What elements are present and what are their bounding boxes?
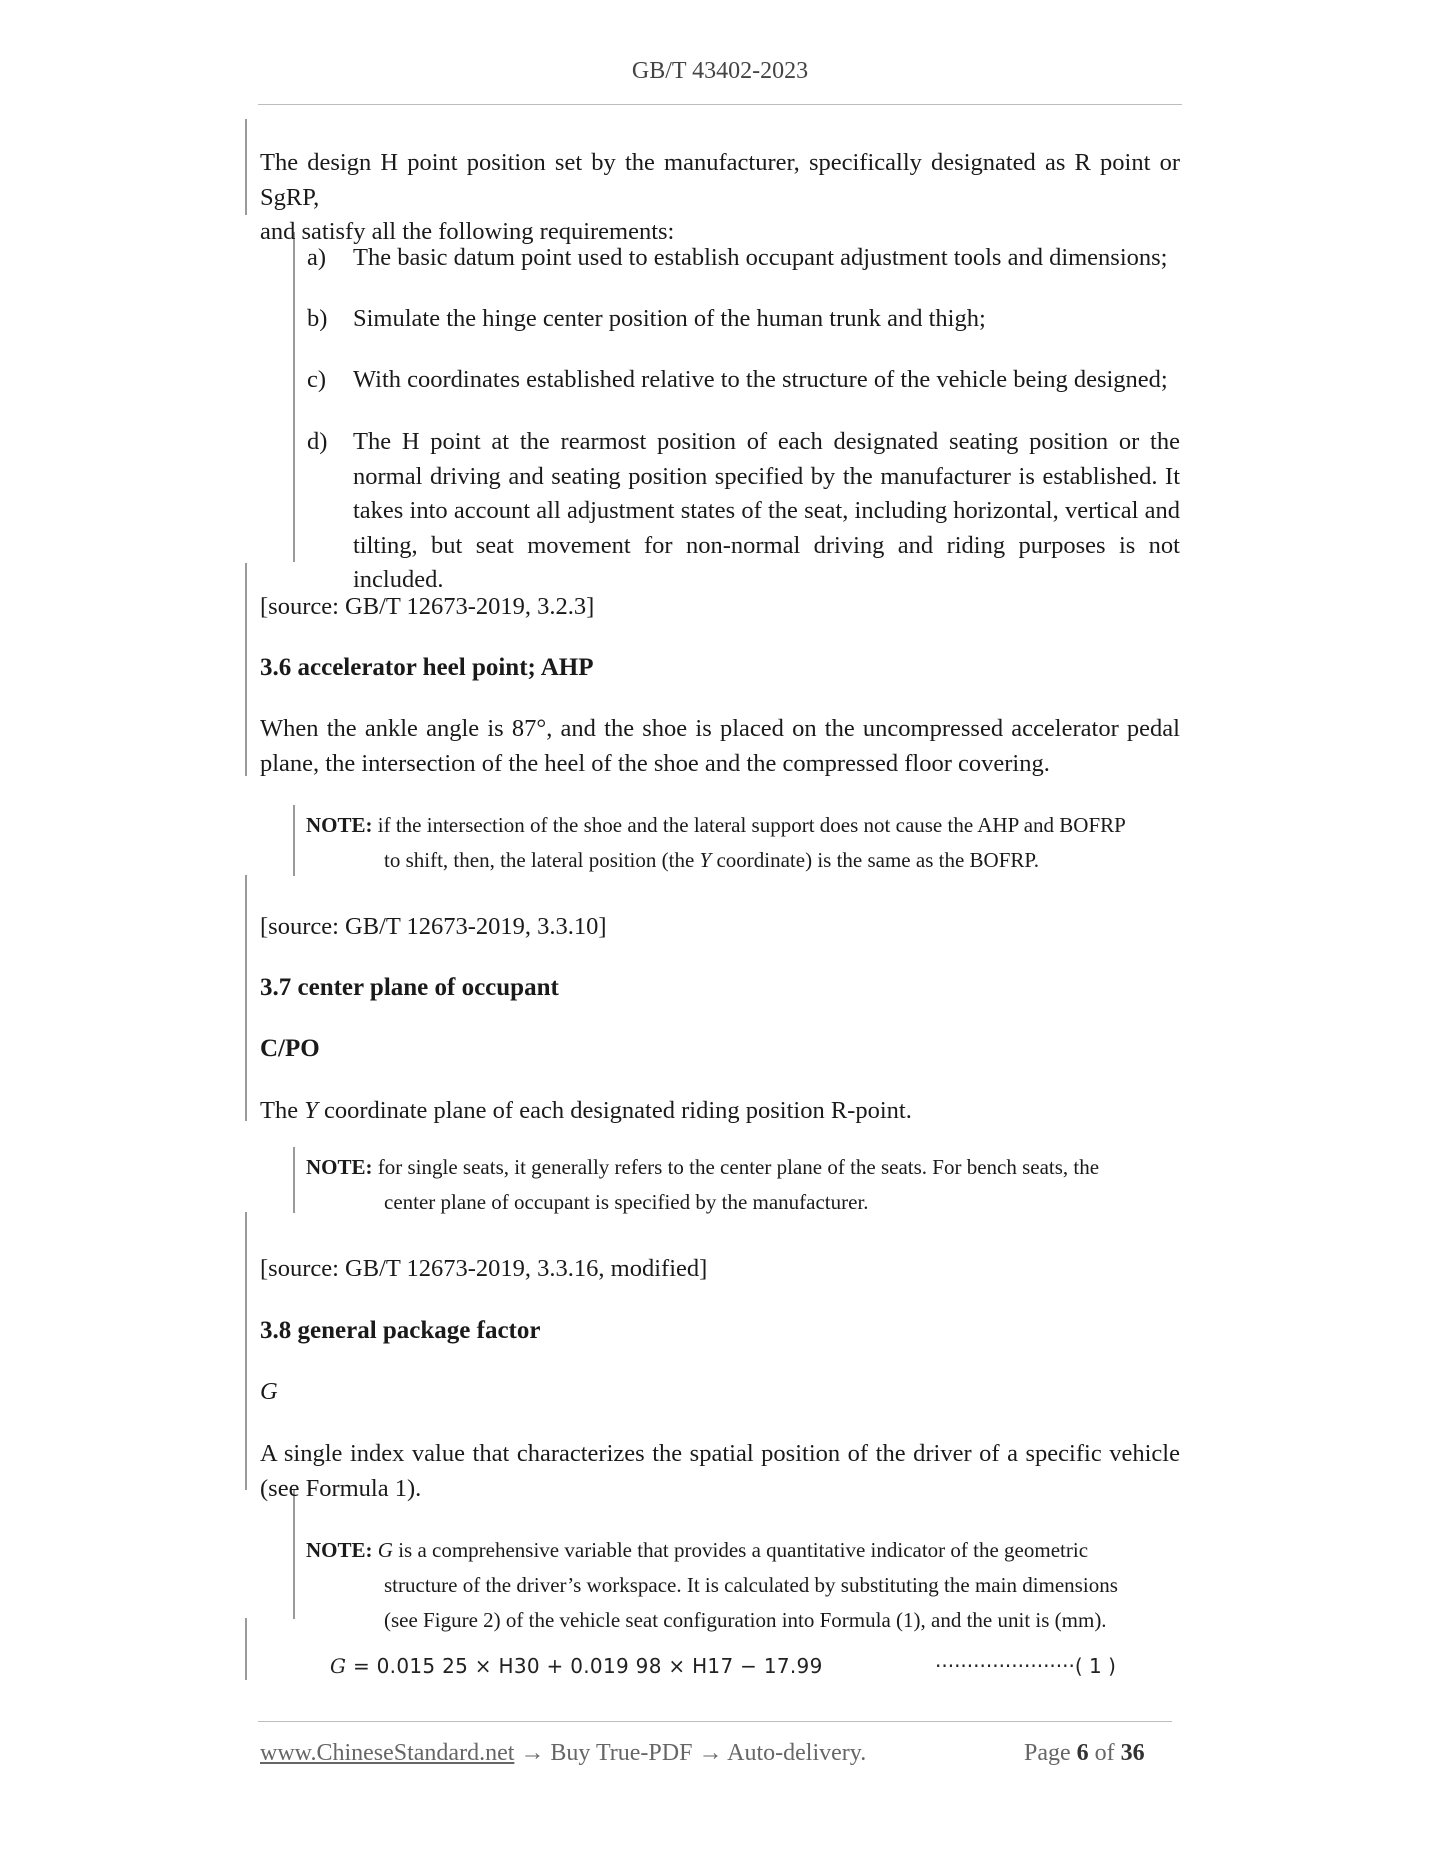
page-counter	[1024, 1740, 1145, 1767]
source-citation: [source: GB/T 12673-2019, 3.3.16, modified]	[260, 1255, 708, 1282]
source-citation: [source: GB/T 12673-2019, 3.3.10]	[260, 913, 607, 940]
note-block	[306, 808, 1180, 878]
buy-link[interactable]: Buy True-PDF	[550, 1740, 693, 1766]
list-item	[307, 302, 1180, 337]
list-item	[307, 363, 1180, 398]
note-text: is a comprehensive variable that provides a quantitative indicator of the geometric	[392, 1538, 1089, 1562]
change-bar	[245, 563, 247, 776]
arrow-icon: →	[520, 1740, 545, 1766]
change-bar	[293, 805, 295, 876]
list-text: The basic datum point used to establish occupant adjustment tools and dimensions;	[353, 244, 1168, 271]
intro-line-1: The design H point position set by the manufacturer, specifically designated as R point or SgRP,	[260, 149, 1180, 211]
section-heading: 3.7 center plane of occupant	[260, 974, 559, 1001]
list-marker: a)	[307, 244, 327, 271]
variable-y: Y	[304, 1097, 318, 1124]
body-text: The	[260, 1097, 305, 1124]
change-bar	[245, 875, 247, 1121]
change-bar	[245, 1618, 247, 1680]
site-link[interactable]: www.ChineseStandard.net	[260, 1740, 515, 1766]
definition-paragraph: A single index value that characterizes the spatial position of the driver of a specific vehicle (see Formula 1).	[260, 1440, 1180, 1502]
note-label: NOTE:	[306, 1538, 373, 1562]
intro-paragraph	[260, 146, 1180, 250]
change-bar	[293, 1489, 295, 1619]
page-header: GB/T 43402-2023	[631, 58, 809, 84]
abbreviation: C/PO	[260, 1035, 320, 1062]
note-text: coordinate) is the same as the BOFRP.	[711, 848, 1039, 872]
header-divider	[258, 104, 1182, 105]
note-block	[306, 1533, 1180, 1638]
formula-number: ······················( 1 )	[935, 1654, 1116, 1678]
note-block	[306, 1150, 1180, 1220]
list-text: The H point at the rearmost position of each designated seating position or the normal driving and seating position specified by the manufacturer is established. It takes into account all adjustment states of the seat, including horizontal, vertical and tilting, but seat movement for non-normal driving and riding purposes is not included.	[353, 428, 1180, 593]
formula-expression: = 0.015 25 × H30 + 0.019 98 × H17 − 17.99	[346, 1654, 823, 1678]
change-bar	[293, 1147, 295, 1213]
footer-divider	[258, 1721, 1172, 1722]
definition-paragraph: When the ankle angle is 87°, and the shoe is placed on the uncompressed accelerator pedal plane, the intersection of the heel of the shoe and the compressed floor covering.	[260, 715, 1180, 777]
source-citation: [source: GB/T 12673-2019, 3.2.3]	[260, 593, 595, 620]
definition-paragraph	[260, 1094, 1180, 1129]
section-heading: 3.8 general package factor	[260, 1317, 541, 1344]
note-label: NOTE:	[306, 1155, 373, 1179]
change-bar	[245, 1212, 247, 1490]
note-continuation	[306, 843, 1180, 878]
arrow-icon: →	[698, 1740, 723, 1766]
page-total: 36	[1120, 1740, 1145, 1766]
list-marker: b)	[307, 305, 328, 332]
formula	[330, 1654, 823, 1678]
note-text: if the intersection of the shoe and the lateral support does not cause the AHP and BOFRP	[377, 813, 1126, 837]
list-text: Simulate the hinge center position of the human trunk and thigh;	[353, 305, 986, 332]
change-bar	[293, 232, 295, 562]
variable-g: G	[377, 1538, 393, 1562]
symbol: G	[260, 1378, 278, 1405]
delivery-text: Auto-delivery.	[727, 1740, 867, 1766]
list-item	[307, 241, 1180, 276]
of-word: of	[1094, 1740, 1115, 1766]
formula-variable: G	[330, 1654, 347, 1678]
list-marker: c)	[307, 366, 327, 393]
intro-line-2: and satisfy all the following requirements:	[260, 218, 675, 245]
page-current: 6	[1076, 1740, 1089, 1766]
list-text: With coordinates established relative to the structure of the vehicle being designed;	[353, 366, 1168, 393]
note-text: to shift, then, the lateral position (the	[384, 848, 700, 872]
note-continuation: center plane of occupant is specified by the manufacturer.	[384, 1190, 869, 1214]
note-label: NOTE:	[306, 813, 373, 837]
change-bar	[245, 119, 247, 215]
body-text: coordinate plane of each designated riding position R-point.	[317, 1097, 912, 1124]
note-continuation: (see Figure 2) of the vehicle seat configuration into Formula (1), and the unit is (mm).	[384, 1608, 1107, 1632]
list-item	[307, 425, 1180, 598]
note-continuation: structure of the driver’s workspace. It is calculated by substituting the main dimensions	[384, 1573, 1118, 1597]
variable-y: Y	[699, 848, 712, 872]
page-word: Page	[1024, 1740, 1071, 1766]
section-heading: 3.6 accelerator heel point; AHP	[260, 654, 594, 681]
list-marker: d)	[307, 428, 328, 455]
footer-links	[260, 1740, 866, 1767]
note-text: for single seats, it generally refers to the center plane of the seats. For bench seats, the	[377, 1155, 1100, 1179]
